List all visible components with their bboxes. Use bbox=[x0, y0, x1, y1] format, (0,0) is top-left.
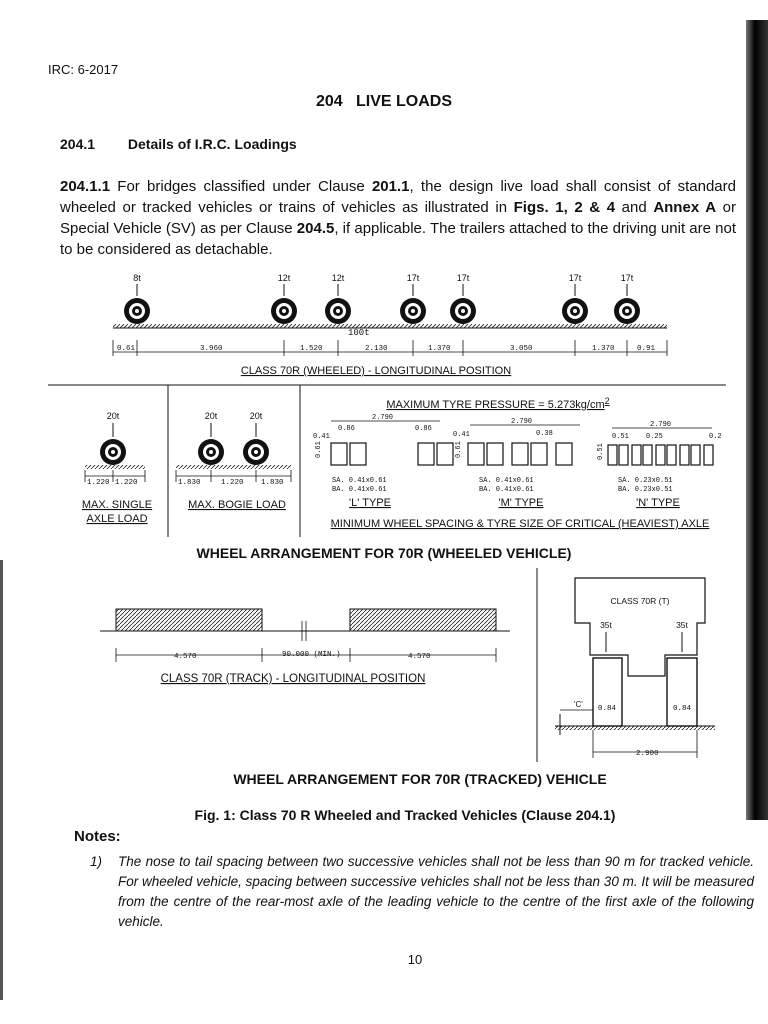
bogie-dim-1: 1.830 bbox=[178, 479, 201, 487]
track-length-1: 4.570 bbox=[174, 653, 197, 661]
l-type-d2: 0.86 bbox=[415, 425, 432, 433]
n-type-ba: BA. 0.23x0.51 bbox=[618, 486, 673, 494]
page-number: 10 bbox=[407, 952, 423, 967]
bogie-diagram bbox=[176, 411, 291, 511]
note-item bbox=[90, 852, 754, 932]
l-type-height: 0.61 bbox=[315, 441, 323, 458]
para-bold-3: Annex A bbox=[653, 199, 717, 216]
track-width-2: 0.84 bbox=[673, 705, 692, 713]
para-text-2: , the design live load shall consist of standard wheeled or tracked vehicles or trains of vehicles as illustrated in bbox=[60, 178, 736, 216]
bogie-dim-2: 1.220 bbox=[221, 479, 244, 487]
l-type-d3: 0.41 bbox=[313, 433, 330, 441]
max-tyre-pressure-text: MAXIMUM TYRE PRESSURE = 5.273kg/cm bbox=[386, 399, 605, 411]
notes-heading: Notes: bbox=[74, 828, 121, 845]
figure-1-drawing bbox=[0, 262, 768, 802]
axle-load-2: 12t bbox=[277, 273, 291, 283]
subsection-number: 204.1 bbox=[60, 136, 96, 152]
m-type-d3: 0.41 bbox=[453, 431, 470, 439]
document-code: IRC: 6-2017 bbox=[48, 62, 119, 77]
m-type-d1: 0.38 bbox=[536, 430, 553, 438]
figure-caption: Fig. 1: Class 70 R Wheeled and Tracked Vehicles (Clause 204.1) bbox=[194, 807, 616, 823]
max-tyre-pressure-sup: 2 bbox=[604, 396, 610, 406]
wheel-5 bbox=[450, 298, 476, 324]
bogie-load-2: 20t bbox=[249, 411, 263, 421]
para-text-3: and bbox=[615, 199, 654, 216]
track-gap: 90.000 (MIN.) bbox=[282, 651, 341, 659]
n-type-d1: 0.25 bbox=[646, 433, 663, 441]
wheel-1 bbox=[124, 298, 150, 324]
para-text-5: , if applicable. The trailers attached to the driving unit are not to be considered as detachable. bbox=[60, 220, 736, 258]
n-type-height: 0.51 bbox=[597, 443, 605, 460]
axle-load-4: 17t bbox=[406, 273, 420, 283]
axle-load-1: 8t bbox=[133, 273, 141, 283]
m-type-sa: SA. 0.41x0.61 bbox=[479, 477, 534, 485]
clause-paragraph bbox=[60, 176, 736, 260]
m-type-name: 'M' TYPE bbox=[498, 497, 544, 509]
subsection-title: Details of I.R.C. Loadings bbox=[127, 136, 297, 152]
tyre-caption: MINIMUM WHEEL SPACING & TYRE SIZE OF CRITICAL (HEAVIEST) AXLE bbox=[330, 518, 710, 530]
track-cross-section-diagram bbox=[555, 578, 715, 758]
para-bold-2: Figs. 1, 2 & 4 bbox=[513, 199, 616, 216]
wheel-2 bbox=[271, 298, 297, 324]
l-type-sa: SA. 0.41x0.61 bbox=[332, 477, 387, 485]
track-longitudinal-caption: CLASS 70R (TRACK) - LONGITUDINAL POSITION bbox=[160, 673, 426, 685]
section-name: LIVE LOADS bbox=[356, 93, 453, 110]
axle-load-5: 17t bbox=[456, 273, 470, 283]
l-type-width: 2.790 bbox=[372, 414, 394, 422]
n-type-d2: 0.2 bbox=[709, 433, 722, 441]
spacing-8: 0.91 bbox=[637, 345, 656, 353]
total-load-label: 100t bbox=[348, 328, 370, 338]
clause-number: 204.1.1 bbox=[60, 178, 111, 195]
track-c-label: 'C' bbox=[574, 700, 583, 709]
axle-load-7: 17t bbox=[620, 273, 634, 283]
tyre-spacing-diagram bbox=[313, 396, 722, 530]
single-axle-load: 20t bbox=[106, 411, 120, 421]
bogie-load-1: 20t bbox=[204, 411, 218, 421]
note-number: 1) bbox=[90, 854, 103, 869]
subsection-heading bbox=[60, 136, 297, 152]
wheel-3 bbox=[325, 298, 351, 324]
track-longitudinal-diagram bbox=[100, 609, 510, 685]
track-total-width: 2.900 bbox=[636, 750, 659, 758]
para-bold-1: 201.1 bbox=[371, 178, 410, 195]
n-type-d3: 0.51 bbox=[612, 433, 629, 441]
single-axle-diagram bbox=[82, 411, 152, 525]
tracked-arrangement-caption: WHEEL ARRANGEMENT FOR 70R (TRACKED) VEHICLE bbox=[233, 771, 607, 787]
m-type-axle bbox=[453, 418, 580, 509]
max-tyre-pressure bbox=[386, 396, 609, 411]
wheel-7 bbox=[614, 298, 640, 324]
single-axle-dim-1: 1.220 bbox=[87, 479, 110, 487]
bogie-label: MAX. BOGIE LOAD bbox=[188, 499, 286, 511]
l-type-d1: 0.86 bbox=[338, 425, 355, 433]
track-load-2: 35t bbox=[676, 620, 688, 630]
l-type-ba: BA. 0.41x0.61 bbox=[332, 486, 387, 494]
m-type-width: 2.790 bbox=[511, 418, 533, 426]
track-load-1: 35t bbox=[600, 620, 612, 630]
spacing-1: 0.61 bbox=[117, 345, 136, 353]
single-axle-dim-2: 1.220 bbox=[115, 479, 138, 487]
spacing-4: 2.130 bbox=[365, 345, 388, 353]
spacing-7: 1.370 bbox=[592, 345, 615, 353]
m-type-ba: BA. 0.41x0.61 bbox=[479, 486, 534, 494]
para-text-1: For bridges classified under Clause bbox=[110, 178, 372, 195]
section-number: 204 bbox=[315, 93, 343, 110]
axle-load-6: 17t bbox=[568, 273, 582, 283]
single-axle-label-1: MAX. SINGLE bbox=[81, 499, 153, 511]
track-length-2: 4.570 bbox=[408, 653, 431, 661]
n-type-width: 2.790 bbox=[650, 421, 672, 429]
wheel-6 bbox=[562, 298, 588, 324]
spacing-2: 3.960 bbox=[200, 345, 223, 353]
l-type-axle bbox=[313, 414, 453, 509]
m-type-height: 0.61 bbox=[455, 441, 463, 458]
n-type-sa: SA. 0.23x0.51 bbox=[618, 477, 673, 485]
n-type-axle bbox=[597, 421, 722, 509]
n-type-name: 'N' TYPE bbox=[636, 497, 680, 509]
para-bold-4: 204.5 bbox=[296, 220, 335, 237]
spacing-6: 3.050 bbox=[510, 345, 533, 353]
wheel-4 bbox=[400, 298, 426, 324]
spacing-5: 1.370 bbox=[428, 345, 451, 353]
bogie-dim-3: 1.830 bbox=[261, 479, 284, 487]
wheeled-longitudinal-diagram bbox=[113, 273, 667, 377]
track-cross-title: CLASS 70R (T) bbox=[610, 596, 670, 606]
section-title bbox=[0, 93, 768, 111]
l-type-name: 'L' TYPE bbox=[349, 497, 391, 509]
single-axle-label-2: AXLE LOAD bbox=[86, 513, 148, 525]
wheeled-longitudinal-caption: CLASS 70R (WHEELED) - LONGITUDINAL POSITION bbox=[240, 365, 512, 377]
spacing-3: 1.520 bbox=[300, 345, 323, 353]
track-width-1: 0.84 bbox=[598, 705, 617, 713]
note-text: The nose to tail spacing between two successive vehicles shall not be less than 90 m for tracked vehicle. For wheeled vehicle, spacing between successive vehicles shall not be less than 30 m. It will be measured from the centre of the rear-most axle of the leading vehicle to the centre of the first axle of the following vehicle. bbox=[118, 854, 754, 929]
wheeled-arrangement-caption: WHEEL ARRANGEMENT FOR 70R (WHEELED VEHICLE) bbox=[196, 545, 572, 561]
para-text-4: or Special Vehicle (SV) as per Clause bbox=[60, 199, 736, 237]
axle-load-3: 12t bbox=[331, 273, 345, 283]
